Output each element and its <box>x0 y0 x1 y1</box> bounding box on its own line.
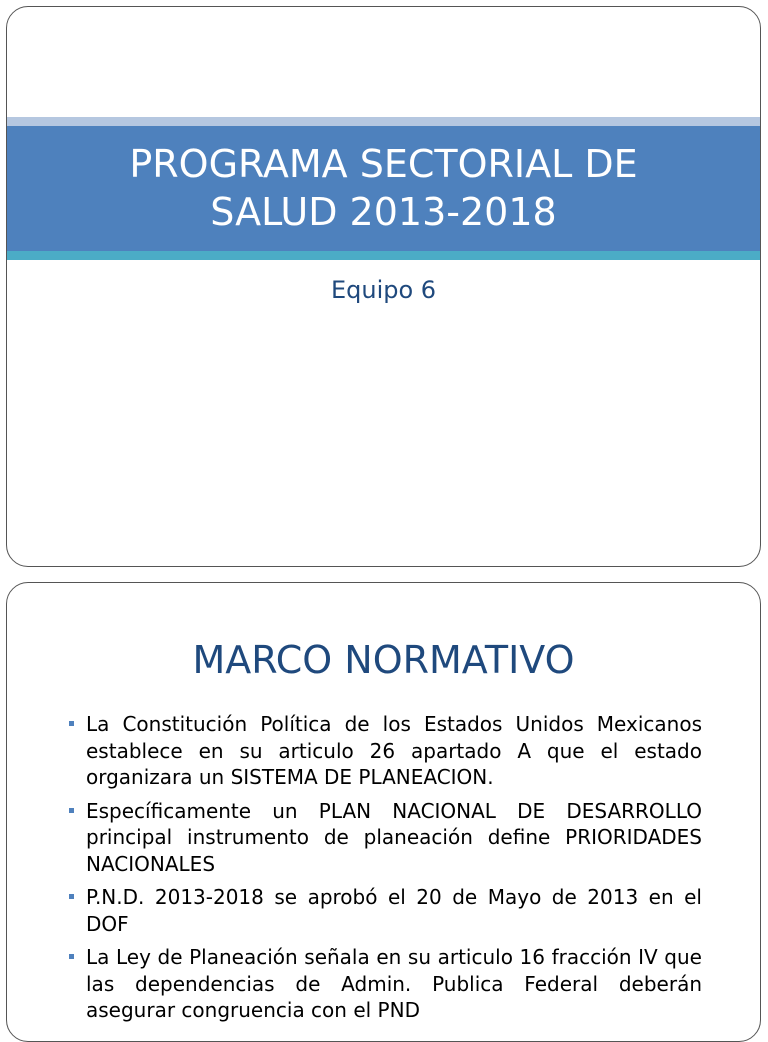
slide-1-title-line-1: PROGRAMA SECTORIAL DE <box>129 142 638 186</box>
slide-2-title: MARCO NORMATIVO <box>192 638 575 682</box>
bullet-list <box>67 711 702 1031</box>
slide-1-title <box>7 140 760 236</box>
square-bullet-icon <box>69 808 74 813</box>
square-bullet-icon <box>69 954 74 959</box>
square-bullet-icon <box>69 721 74 726</box>
slide-2 <box>6 582 761 1042</box>
slide-1 <box>6 6 761 567</box>
title-band-bottom-stripe <box>7 251 760 260</box>
bullet-text: P.N.D. 2013-2018 se aprobó el 20 de Mayo de 2013 en el DOF <box>86 885 702 936</box>
bullet-item <box>67 798 702 878</box>
bullet-text: La Ley de Planeación señala en su articulo 16 fracción IV que las dependencias de Admin. Publica Federal deberán asegurar congruencia con el PND <box>86 945 702 1022</box>
title-band-top-stripe <box>7 117 760 126</box>
bullet-text: La Constitución Política de los Estados Unidos Mexicanos establece en su articulo 26 apartado A que el estado organizara un SISTEMA DE PLANEACION. <box>86 712 702 789</box>
bullet-item <box>67 711 702 791</box>
bullet-item <box>67 884 702 937</box>
slide-1-subtitle: Equipo 6 <box>330 276 437 304</box>
bullet-item <box>67 944 702 1024</box>
bullet-text: Específicamente un PLAN NACIONAL DE DESARROLLO principal instrumento de planeación define PRIORIDADES NACIONALES <box>86 798 702 876</box>
square-bullet-icon <box>69 894 74 899</box>
slide-1-title-line-2: SALUD 2013-2018 <box>210 190 557 234</box>
